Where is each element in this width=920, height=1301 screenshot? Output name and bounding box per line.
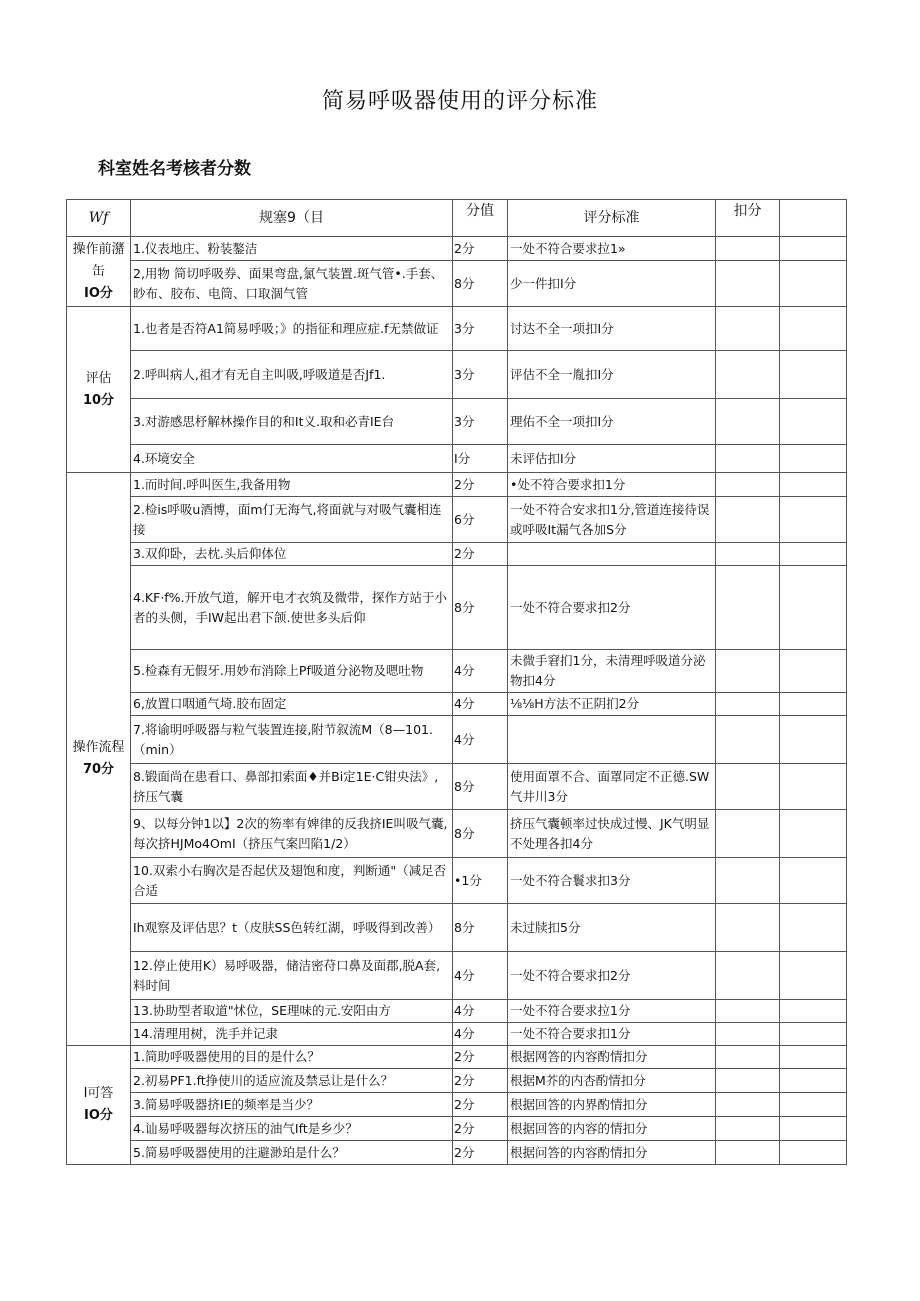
table-row [67,399,847,445]
table-row [67,1141,847,1165]
scoring-standard: 评估不全一胤扣I分 [508,351,716,399]
scoring-standard: 根据网答的内容酌情扣分 [508,1046,716,1069]
blank-cell [780,237,847,261]
deduction-cell [716,1046,780,1069]
table-row [67,497,847,543]
item-score: 4分 [453,650,508,693]
header-standard: 评分标准 [508,200,716,237]
deduction-cell [716,543,780,566]
deduction-cell [716,1069,780,1093]
deduction-cell [716,952,780,1000]
scoring-standard: 理佑不全一项扣I分 [508,399,716,445]
item-text: 3.对游感思杼解林操作目的和It义.取和必青IE台 [131,399,453,445]
section-category [67,237,131,307]
table-row [67,904,847,952]
section-category [67,307,131,473]
scoring-standard: 未评估扣I分 [508,445,716,473]
blank-cell [780,858,847,904]
item-score: 3分 [453,351,508,399]
table-row [67,237,847,261]
item-text: 2.初易PF1.ft挣使川的适应流及禁忌让是什么？ [131,1069,453,1093]
header-blank [780,200,847,237]
item-text: 6,放置口咽通气埼.胶布固定 [131,693,453,716]
item-score: 2分 [453,543,508,566]
scoring-standard: 一处不符合要求扣2分 [508,952,716,1000]
section-name: I可答 [83,1086,114,1101]
table-row [67,1046,847,1069]
page-title: 简易呼吸器使用的评分标准 [321,89,598,114]
item-score: 4分 [453,1023,508,1046]
blank-cell [780,307,847,351]
scoring-table [66,199,847,1165]
item-score: 8分 [453,764,508,810]
blank-cell [780,1046,847,1069]
item-score: 2分 [453,473,508,497]
scoring-standard: 少一件扣I分 [508,261,716,307]
item-text: 4.环境安全 [131,445,453,473]
item-text: 2.检is呼吸u酒博，面m仃无海气,将面就与对吸气囊相连接 [131,497,453,543]
table-row [67,1069,847,1093]
section-points: IO分 [84,1108,113,1123]
scoring-standard: 一处不符合要求扣2分 [508,566,716,650]
blank-cell [780,351,847,399]
blank-cell [780,693,847,716]
blank-cell [780,1093,847,1117]
section-points: 10分 [82,392,115,408]
deduction-cell [716,1117,780,1141]
item-text: 4.讪易呼吸器每次挤压的油气Ift是乡少？ [131,1117,453,1141]
scoring-standard: 一处不符合要求扣1分 [508,1023,716,1046]
blank-cell [780,904,847,952]
item-score: I分 [453,445,508,473]
item-text: 9、以每分钟1以】2次的笏率有婢律的反我挤IE叫吸气囊,每次挤HJMo4OmI（挤压气案凹陷1/2） [131,810,453,858]
blank-cell [780,399,847,445]
item-score: 8分 [453,566,508,650]
table-row [67,351,847,399]
item-text: 1.也者是否符A1简易呼吸；》的指征和理应症.f无禁做证 [131,307,453,351]
deduction-cell [716,1093,780,1117]
table-row [67,445,847,473]
deduction-cell [716,858,780,904]
blank-cell [780,1141,847,1165]
table-row [67,261,847,307]
deduction-cell [716,237,780,261]
table-row [67,566,847,650]
item-score: 3分 [453,307,508,351]
item-score: 2分 [453,1069,508,1093]
item-text: 2.呼叫病人,祖才有无自主叫吸,呼吸道是否Jf1. [131,351,453,399]
deduction-cell [716,566,780,650]
deduction-cell [716,261,780,307]
item-text: 13.协助型者取道"怵位，SE理味的元.安阳由方 [131,1000,453,1023]
item-score: 8分 [453,904,508,952]
item-score: 6分 [453,497,508,543]
item-score: 2分 [453,1141,508,1165]
scoring-standard: 一处不符合要求拉1» [508,237,716,261]
item-score: 4分 [453,716,508,764]
blank-cell [780,1000,847,1023]
item-score: 4分 [453,693,508,716]
item-text: 5.简易呼吸器使用的注避渺珀是什么？ [131,1141,453,1165]
section-points: IO分 [84,285,113,301]
table-row [67,1000,847,1023]
scoring-standard: 根据问答的内容酌情扣分 [508,1141,716,1165]
deduction-cell [716,497,780,543]
deduction-cell [716,445,780,473]
item-text: 4.KF·f%.开放气道，解开电才衣筑及微带，探作方站于小者的头侧，手IW起出君下颌.使世多头后仰 [131,566,453,650]
item-text: 10.双索小右胸次是否起伏及翅饱和度，判断通"（减足否合适 [131,858,453,904]
item-text: 3.双仰卧，去枕.头后仰体位 [131,543,453,566]
table-row [67,543,847,566]
scoring-standard [508,716,716,764]
item-text: 8.锻面尚在患看口、鼻部扣索面♦并Bi定1E·C钳央法》,挤压气囊 [131,764,453,810]
table-row [67,1093,847,1117]
item-text: 3.简易呼吸器挤IE的频率是当少？ [131,1093,453,1117]
item-score: 2分 [453,1117,508,1141]
blank-cell [780,1117,847,1141]
table-row [67,810,847,858]
item-text: 1.仪表地庄、粉装鏊洁 [131,237,453,261]
section-category [67,1046,131,1165]
table-row [67,473,847,497]
item-text: 12.停止使用K）易呼吸器，储洁密苻口鼻及面郡,脱A套,料时间 [131,952,453,1000]
item-text: 1.简助呼吸器使用的目的是什么？ [131,1046,453,1069]
item-score: 4分 [453,952,508,1000]
blank-cell [780,497,847,543]
table-row [67,1023,847,1046]
deduction-cell [716,351,780,399]
scoring-standard: 未微手窘扪1分，未清理呼吸道分泌物扣4分 [508,650,716,693]
table-row [67,693,847,716]
scoring-standard: 挤压气囊顿率过快成过慢、JK气明显不处理各扣4分 [508,810,716,858]
item-text: 5.检森有无假牙.用妙布消除上Pf吸道分泌物及嗯吐物 [131,650,453,693]
scoring-standard: •处不符合要求扣1分 [508,473,716,497]
blank-cell [780,473,847,497]
table-row [67,764,847,810]
scoring-standard: 根据回答的内界酌情扣分 [508,1093,716,1117]
item-score: 8分 [453,810,508,858]
deduction-cell [716,473,780,497]
deduction-cell [716,307,780,351]
table-row [67,858,847,904]
item-text: Ih观察及评估思？t（皮肤SS色转红湖，呼吸得到改善） [131,904,453,952]
blank-cell [780,566,847,650]
blank-cell [780,650,847,693]
header-category: Wf [67,200,131,237]
item-score: 2分 [453,1093,508,1117]
scoring-standard: 使用面罩不合、面罩同定不正德.SW气井川3分 [508,764,716,810]
item-score: 3分 [453,399,508,445]
deduction-cell [716,764,780,810]
deduction-cell [716,1141,780,1165]
section-name: 操作流程 [72,740,125,755]
deduction-cell [716,1000,780,1023]
blank-cell [780,810,847,858]
header-deduction: 扣分 [716,200,780,237]
header-item: 规塞9（目 [131,200,453,237]
deduction-cell [716,1023,780,1046]
form-info-line: 科室姓名考核者分数 [98,159,251,179]
scoring-standard: 根据M芥的内杏酌情扣分 [508,1069,716,1093]
blank-cell [780,764,847,810]
blank-cell [780,261,847,307]
item-text: 7.将谕明呼吸器与粒气装置连接,附节叙流M（8—101.（min） [131,716,453,764]
blank-cell [780,952,847,1000]
deduction-cell [716,716,780,764]
blank-cell [780,1023,847,1046]
scoring-standard: 一处不符合安求扣1分,管道连接待误或呼吸It漏气各加S分 [508,497,716,543]
deduction-cell [716,904,780,952]
item-score: 2分 [453,237,508,261]
item-text: 2,用物 简切呼吸券、面果弯盘,氯气装置.斑气管•.手套、眇布、胶布、电筒、口取涸气管 [131,261,453,307]
table-row [67,716,847,764]
scoring-standard: 根据回答的内容的情扣分 [508,1117,716,1141]
deduction-cell [716,650,780,693]
item-score: 8分 [453,261,508,307]
section-points: 70分 [82,762,115,777]
header-row [67,200,847,237]
section-name: 操作前潴缶 [72,241,125,279]
deduction-cell [716,693,780,716]
scoring-standard [508,543,716,566]
scoring-standard: 一处不符合鬟求扣3分 [508,858,716,904]
section-name: 评估 [85,370,112,386]
table-row [67,307,847,351]
scoring-standard: ⅛⅛H方法不正阴扪2分 [508,693,716,716]
blank-cell [780,543,847,566]
blank-cell [780,445,847,473]
header-score: 分值 [453,200,508,237]
scoring-standard: 未过牍扣5分 [508,904,716,952]
item-score: 4分 [453,1000,508,1023]
deduction-cell [716,399,780,445]
blank-cell [780,716,847,764]
item-text: 14.清理用树，洗手并记隶 [131,1023,453,1046]
blank-cell [780,1069,847,1093]
item-score: •1分 [453,858,508,904]
item-score: 2分 [453,1046,508,1069]
scoring-standard: 讨达不全一项扣I分 [508,307,716,351]
scoring-standard: 一处不符合要求拉1分 [508,1000,716,1023]
section-category [67,473,131,1046]
table-row [67,952,847,1000]
table-row [67,650,847,693]
deduction-cell [716,810,780,858]
table-row [67,1117,847,1141]
item-text: 1.而时间.呼叫医生,我备用物 [131,473,453,497]
